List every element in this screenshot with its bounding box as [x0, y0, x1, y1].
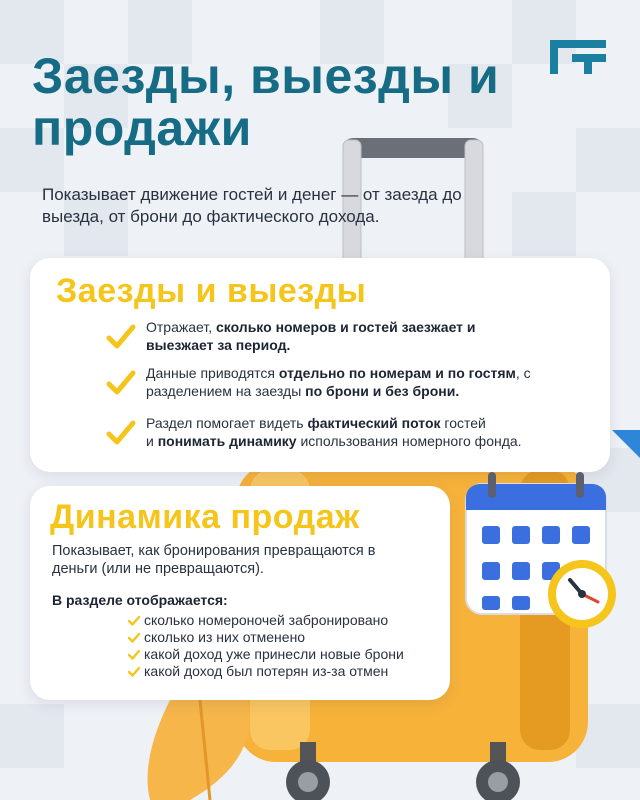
check-icon	[106, 370, 136, 396]
list-item: сколько из них отменено	[128, 629, 404, 646]
list-item: какой доход уже принесли новые брони	[128, 646, 404, 663]
list-item: какой доход был потерян из-за отмен	[128, 663, 404, 680]
check-icon	[128, 666, 140, 678]
page-title: Заезды, выезды и продажи	[32, 48, 500, 156]
checkins-title: Заезды и выезды	[56, 272, 367, 310]
calendar-icon	[458, 470, 618, 638]
sales-list-label: В разделе отображается:	[52, 592, 228, 608]
checkins-card	[30, 258, 610, 472]
check-icon	[106, 420, 136, 446]
check-icon	[128, 615, 140, 627]
checkins-item-1: Отражает, сколько номеров и гостей заезжает и выезжает за период.	[146, 319, 476, 353]
sales-list	[128, 612, 404, 680]
clock-icon	[548, 560, 616, 628]
logo-icon	[550, 40, 606, 74]
list-item: сколько номероночей забронировано	[128, 612, 404, 629]
check-icon	[128, 632, 140, 644]
check-icon	[128, 649, 140, 661]
check-icon	[106, 324, 136, 350]
checkins-item-2: Данные приводятся отдельно по номерам и по гостям, с разделением на заезды по брони и без брони.	[146, 365, 531, 399]
sales-card	[30, 486, 450, 700]
sales-title: Динамика продаж	[50, 498, 360, 536]
sales-description: Показывает, как бронирования превращаются в деньги (или не превращаются).	[52, 543, 376, 577]
checkins-item-3: Раздел помогает видеть фактический поток гостей и понимать динамику использования номерного фонда.	[146, 415, 522, 449]
page-subtitle: Показывает движение гостей и денег — от заезда до выезда, от брони до фактического дохода.	[42, 185, 462, 226]
